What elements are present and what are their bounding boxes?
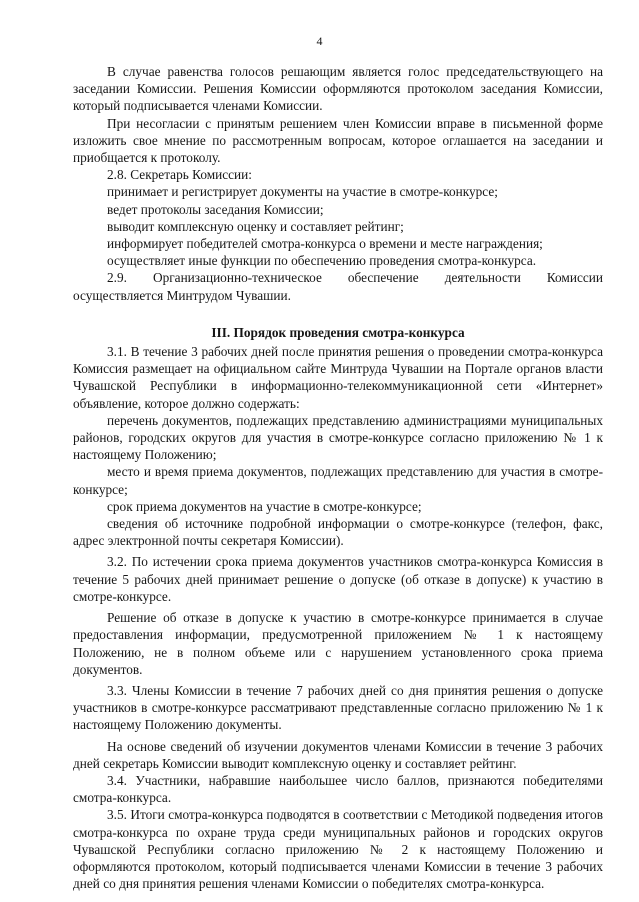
clause-3-1: 3.1. В течение 3 рабочих дней после принятия решения о проведении смотра-конкурса Комиссия размещает на официальном сайте Минтруда Чувашии на Портале органов власти Чувашской Республики в информационно-телекоммуникационной сети «Интернет» объявление, которое должно содержать: xyxy=(73,344,603,411)
clause-3-4: 3.4. Участники, набравшие наибольшее число баллов, признаются победителями смотра-конкурса. xyxy=(73,772,603,806)
paragraph-dissenting-opinion: При несогласии с принятым решением член Комиссии вправе в письменной форме изложить свое мнение по рассмотренным вопросам, которое оглашается на заседании и приобщается к протоколу. xyxy=(73,115,603,166)
page-number: 4 xyxy=(316,34,323,48)
secretary-duty-2: ведет протоколы заседания Комиссии; xyxy=(107,201,324,217)
secretary-duty-4: информирует победителей смотра-конкурса о времени и месте награждения; xyxy=(107,236,543,252)
announcement-item-place-time: место и время приема документов, подлежащих представлению для участия в смотре-конкурсе; xyxy=(73,464,603,497)
document-body xyxy=(73,63,603,892)
announcement-item-deadline: срок приема документов на участие в смотре-конкурсе; xyxy=(107,498,422,514)
paragraph-refusal: Решение об отказе в допуске к участию в смотре-конкурсе принимается в случае предоставления информации, предусмотренной приложением № 1 к настоящему Положению, не в полном объеме или с нарушением установленного срока приема документов. xyxy=(73,610,603,677)
clause-3-5: 3.5. Итоги смотра-конкурса подводятся в соответствии с Методикой подведения итогов смотра-конкурса по охране труда среди муниципальных районов и городских округов Чувашской Республики согласно приложению № 2 к настоящему Положению и оформляются протоколом, который подписывается членами Комиссии в течение 3 рабочих дней со дня принятия решения членами Комиссии о победителях смотра-конкурса. xyxy=(73,807,603,892)
secretary-duty-3: выводит комплексную оценку и составляет рейтинг; xyxy=(107,218,404,234)
clause-3-3: 3.3. Члены Комиссии в течение 7 рабочих дней со дня принятия решения о допуске участников в смотре-конкурсе рассматривают представленные согласно приложению № 1 к настоящему Положению документы. xyxy=(73,682,603,733)
paragraph-tie-vote: В случае равенства голосов решающим является голос председательствующего на заседании Комиссии. Решения Комиссии оформляются протоколом заседания Комиссии, который подписывается членами Комиссии. xyxy=(73,64,603,114)
announcement-item-documents: перечень документов, подлежащих представлению администрациями муниципальных районов, городских округов для участия в смотре-конкурсе согласно приложению № 1 к настоящему Положению; xyxy=(73,412,603,463)
paragraph-rating: На основе сведений об изучении документов членами Комиссии в течение 3 рабочих дней секретарь Комиссии выводит комплексную оценку и составляет рейтинг. xyxy=(73,738,603,771)
section-heading-iii: III. Порядок проведения смотра-конкурса xyxy=(211,324,465,340)
clause-3-2: 3.2. По истечении срока приема документов участников смотра-конкурса Комиссия в течение 5 рабочих дней принимает решение о допуске (об отказе в допуске) к участию в смотре-конкурсе. xyxy=(73,554,603,604)
announcement-item-contacts: сведения об источнике подробной информации о смотре-конкурсе (телефон, факс, адрес электронной почты секретаря Комиссии). xyxy=(73,516,603,549)
secretary-duty-1: принимает и регистрирует документы на участие в смотре-конкурсе; xyxy=(107,184,498,200)
clause-2-9: 2.9. Организационно-техническое обеспечение деятельности Комиссии осуществляется Минтрудом Чувашии. xyxy=(73,270,603,303)
secretary-duty-5: осуществляет иные функции по обеспечению проведения смотра-конкурса. xyxy=(107,253,537,269)
clause-2-8-secretary: 2.8. Секретарь Комиссии: xyxy=(107,167,252,183)
